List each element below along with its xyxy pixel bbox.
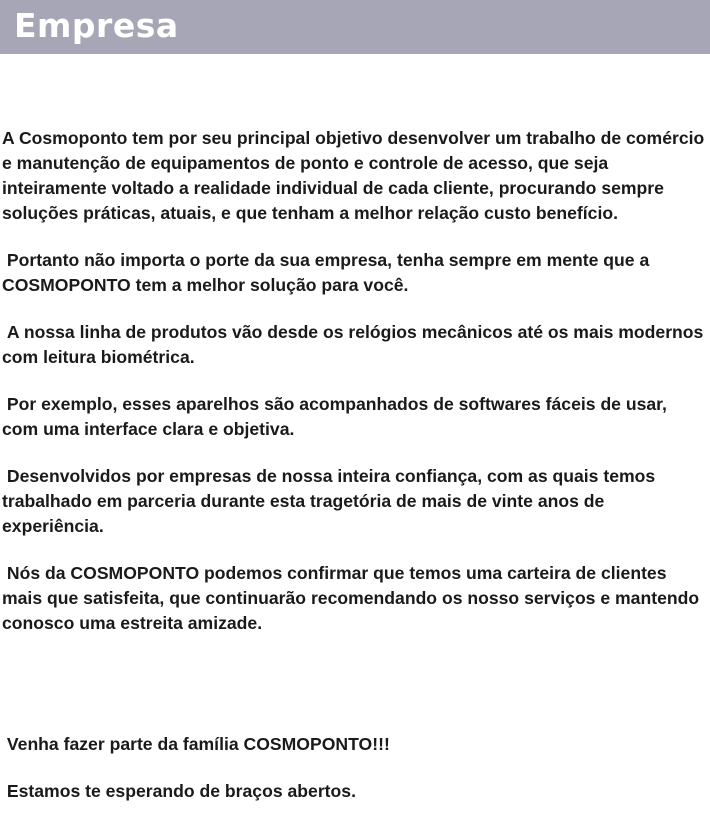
paragraph-partners: Desenvolvidos por empresas de nossa inteira confiança, com as quais temos trabalhado em parceria durante esta tragetória de mais de vinte anos de experiência.: [2, 466, 661, 536]
paragraph-invitation: Venha fazer parte da família COSMOPONTO!!!: [2, 734, 390, 754]
paragraph-software: Por exemplo, esses aparelhos são acompanhados de softwares fáceis de usar, com uma interface clara e objetiva.: [2, 394, 672, 439]
page-header-bar: [0, 0, 710, 54]
paragraph-objective: A Cosmoponto tem por seu principal objetivo desenvolver um trabalho de comércio e manutenção de equipamentos de ponto e controle de acesso, que seja inteiramente voltado a realidade individual de cada cliente, procurando sempre soluções práticas, atuais, e que tenham a melhor relação custo benefício.: [2, 128, 710, 223]
paragraph-product-line: A nossa linha de produtos vão desde os relógios mecânicos até os mais modernos com leitura biométrica.: [2, 322, 709, 367]
paragraph-welcome: Estamos te esperando de braços abertos.: [2, 781, 356, 801]
paragraph-company-size: Portanto não importa o porte da sua empresa, tenha sempre em mente que a COSMOPONTO tem a melhor solução para você.: [2, 250, 655, 295]
page-title: Empresa: [14, 6, 179, 45]
paragraph-clients: Nós da COSMOPONTO podemos confirmar que temos uma carteira de clientes mais que satisfeita, que continuarão recomendando os nosso serviços e mantendo conosco uma estreita amizade.: [2, 563, 704, 633]
company-description: [2, 126, 710, 804]
